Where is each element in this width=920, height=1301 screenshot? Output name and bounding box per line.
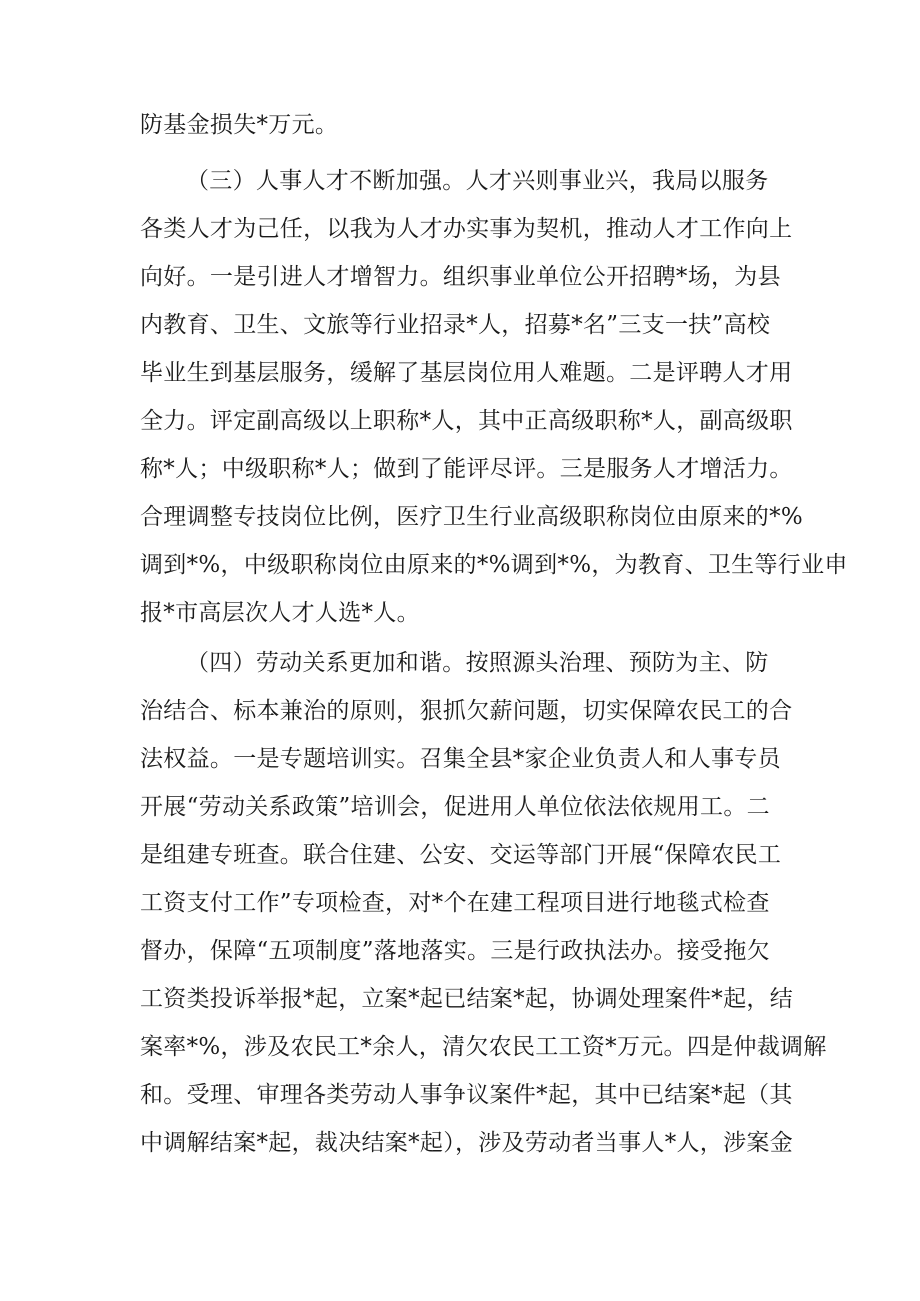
text-line: 向好。一是引进人才增智力。组织事业单位公开招聘*场，为县: [140, 264, 781, 290]
text-line: 各类人才为己任，以我为人才办实事为契机，推动人才工作向上: [140, 216, 793, 242]
text-line: 法权益。一是专题培训实。召集全县*家企业负责人和人事专员: [140, 746, 781, 772]
text-line: 报*市高层次人才人选*人。: [140, 600, 420, 626]
text-line: 工资类投诉举报*起，立案*起已结案*起，协调处理案件*起，结: [140, 986, 793, 1012]
text-line: 全力。评定副高级以上职称*人，其中正高级职称*人，副高级职: [140, 408, 793, 434]
paragraph-heading-line: （三）人事人才不断加强。人才兴则事业兴，我局以服务: [186, 168, 769, 194]
text-line: 防基金损失*万元。: [140, 112, 339, 138]
text-line: 称*人；中级职称*人；做到了能评尽评。三是服务人才增活力。: [140, 456, 793, 482]
text-line: 督办，保障“五项制度”落地落实。三是行政执法办。接受拖欠: [140, 938, 770, 964]
text-line: 是组建专班查。联合住建、公安、交运等部门开展“保障农民工: [140, 842, 782, 868]
text-line: 开展“劳动关系政策”培训会，促进用人单位依法依规用工。二: [140, 794, 770, 820]
text-line: 内教育、卫生、文旅等行业招录*人，招募*名”三支一扶”高校: [140, 312, 771, 338]
text-line: 和。受理、审理各类劳动人事争议案件*起，其中已结案*起（其: [140, 1082, 793, 1108]
text-line: 中调解结案*起，裁决结案*起），涉及劳动者当事人*人，涉案金: [140, 1130, 793, 1156]
text-line: 工资支付工作”专项检查，对*个在建工程项目进行地毯式检查: [140, 890, 770, 916]
text-line: 治结合、标本兼治的原则，狠抓欠薪问题，切实保障农民工的合: [140, 698, 793, 724]
text-line: 合理调整专技岗位比例，医疗卫生行业高级职称岗位由原来的*%: [140, 504, 804, 530]
text-line: 调到*%，中级职称岗位由原来的*%调到*%，为教育、卫生等行业申: [140, 552, 848, 578]
text-line: 毕业生到基层服务，缓解了基层岗位用人难题。二是评聘人才用: [140, 360, 793, 386]
paragraph-heading-line: （四）劳动关系更加和谐。按照源头治理、预防为主、防: [186, 650, 769, 676]
text-line: 案率*%，涉及农民工*余人，清欠农民工工资*万元。四是仲裁调解: [140, 1034, 827, 1060]
